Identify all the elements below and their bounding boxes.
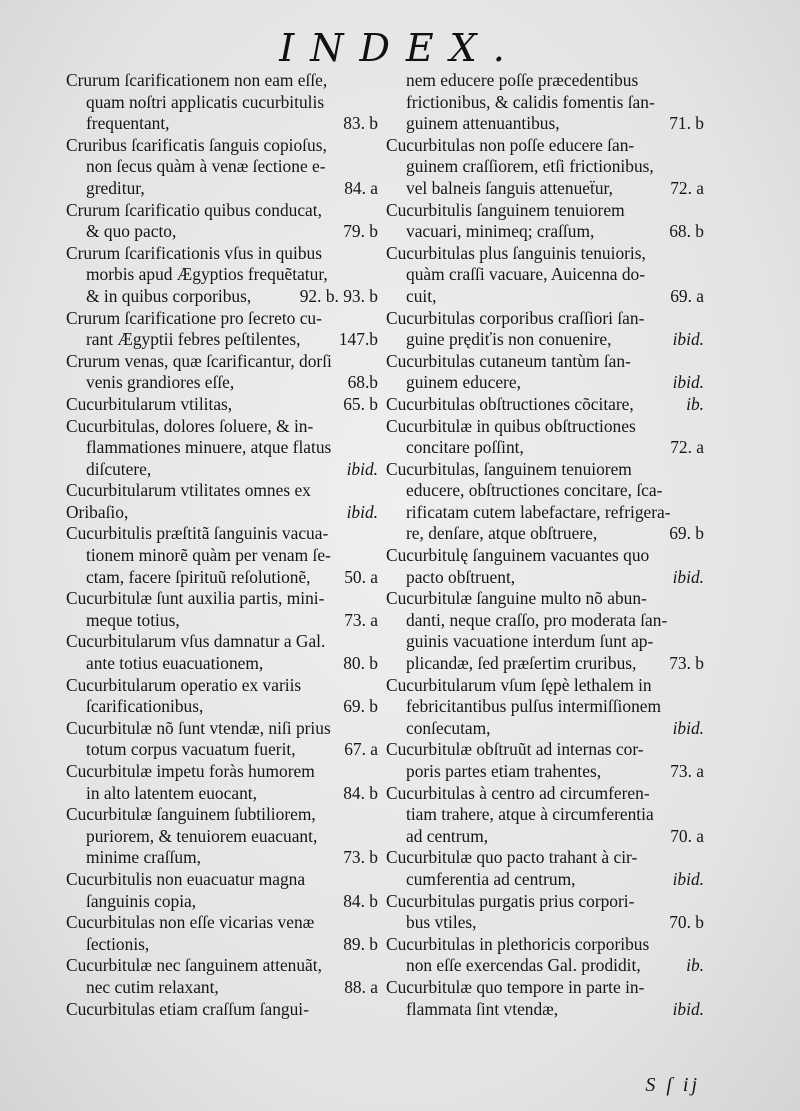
index-line bbox=[386, 135, 704, 157]
index-line bbox=[66, 545, 378, 567]
index-line bbox=[386, 739, 704, 761]
page-reference: 79. b bbox=[343, 221, 378, 242]
index-entry-text: Cucurbitulæ nõ ſunt vtendæ, niſi prius bbox=[66, 717, 331, 738]
page-reference: 83. b bbox=[343, 113, 378, 134]
index-line bbox=[386, 502, 704, 524]
page-reference: 84. b bbox=[343, 782, 378, 803]
index-entry-text: Cucurbitulas à centro ad circumferen- bbox=[386, 782, 650, 803]
page-reference: 68. b bbox=[669, 221, 704, 242]
index-entry-text: ctam, facere ſpirituũ reſolutionẽ, bbox=[86, 566, 311, 587]
index-line bbox=[66, 156, 378, 178]
index-line bbox=[66, 200, 378, 222]
index-line bbox=[386, 675, 704, 697]
index-entry-text: Cucurbitulas non eſſe vicarias venæ bbox=[66, 912, 315, 933]
index-entry-text: febricitantibus pulſus intermiſſionem bbox=[406, 696, 662, 717]
index-line bbox=[66, 610, 378, 632]
index-line bbox=[386, 955, 704, 977]
index-line bbox=[386, 610, 704, 632]
index-entry-text: Cucurbitulas, ſanguinem tenuiorem bbox=[386, 458, 632, 479]
index-entry-text: plicandæ, ſed præſertim cruribus, bbox=[406, 653, 637, 674]
index-entry-text: Cucurbitulis ſanguinem tenuiorem bbox=[386, 199, 625, 220]
index-line bbox=[386, 351, 704, 373]
index-entry-text: totum corpus vacuatum fuerit, bbox=[86, 739, 296, 760]
index-line bbox=[66, 696, 378, 718]
index-line bbox=[66, 761, 378, 783]
index-entry-text: puriorem, & tenuiorem euacuant, bbox=[86, 825, 318, 846]
index-line bbox=[66, 308, 378, 330]
index-entry-text: Cruribus ſcarificatis ſanguis copioſus, bbox=[66, 134, 327, 155]
index-entry-text: Cucurbitulis non euacuatur magna bbox=[66, 868, 306, 889]
index-line bbox=[386, 545, 704, 567]
index-entry-text: Crurum venas, quæ ſcarificantur, dorſi bbox=[66, 350, 332, 371]
index-line bbox=[386, 934, 704, 956]
index-line bbox=[386, 912, 704, 934]
index-line bbox=[386, 891, 704, 913]
index-line bbox=[66, 437, 378, 459]
index-entry-text: Cucurbitulas in plethoricis corporibus bbox=[386, 933, 650, 954]
index-entry-text: guinis vacuatione interdum ſunt ap- bbox=[406, 631, 654, 652]
right-column bbox=[386, 70, 704, 1020]
page-reference: ibid. bbox=[346, 458, 378, 479]
index-entry-text: Cucurbitulas corporibus craſſiori ſan- bbox=[386, 307, 645, 328]
index-line bbox=[386, 286, 704, 308]
index-entry-text: greditur, bbox=[86, 177, 145, 198]
index-entry-text: re, denſare, atque obſtruere, bbox=[406, 523, 598, 544]
index-line bbox=[66, 631, 378, 653]
page-reference: 73. b bbox=[669, 653, 704, 674]
page-reference: ibid. bbox=[672, 372, 704, 393]
index-entry-text: morbis apud Ægyptios frequẽtatur, bbox=[86, 264, 328, 285]
index-line bbox=[386, 869, 704, 891]
index-entry-text: rant Ægyptii febres peſtilentes, bbox=[86, 329, 301, 350]
index-line bbox=[66, 329, 378, 351]
page-reference: 65. b bbox=[343, 393, 378, 414]
page-reference: 70. a bbox=[670, 825, 704, 846]
index-entry-text: ad centrum, bbox=[406, 825, 489, 846]
index-line bbox=[66, 243, 378, 265]
index-entry-text: guinem craſſiorem, etſi frictionibus, bbox=[406, 156, 654, 177]
index-entry-text: nec cutim relaxant, bbox=[86, 976, 219, 997]
page-reference: 89. b bbox=[343, 933, 378, 954]
index-line bbox=[386, 437, 704, 459]
index-line bbox=[386, 243, 704, 265]
page-reference: ib. bbox=[686, 955, 704, 976]
index-line bbox=[66, 264, 378, 286]
index-entry-text: vacuari, minimeq; craſſum, bbox=[406, 221, 595, 242]
page-reference: 80. b bbox=[343, 653, 378, 674]
index-line bbox=[66, 92, 378, 114]
index-entry-text: poris partes etiam trahentes, bbox=[406, 761, 602, 781]
index-entry-text: Cucurbitulæ ſanguinem ſubtiliorem, bbox=[66, 804, 316, 825]
index-line bbox=[386, 761, 704, 783]
page-reference: ibid. bbox=[672, 717, 704, 738]
index-line bbox=[66, 372, 378, 394]
index-line bbox=[66, 588, 378, 610]
page-reference: ibid. bbox=[672, 868, 704, 889]
index-line bbox=[386, 783, 704, 805]
index-line bbox=[66, 567, 378, 589]
page-reference: 73. a bbox=[670, 761, 704, 781]
index-entry-text: Cucurbitulas obſtructiones cõcitare, bbox=[386, 393, 634, 414]
index-line bbox=[386, 804, 704, 826]
index-line bbox=[386, 221, 704, 243]
index-line bbox=[386, 308, 704, 330]
index-entry-text: Crurum ſcarificatio quibus conducat, bbox=[66, 199, 322, 220]
index-entry-text: rificatam cutem labefactare, refrigera- bbox=[406, 501, 671, 522]
index-line bbox=[386, 718, 704, 740]
index-entry-text: flammationes minuere, atque flatus bbox=[86, 437, 332, 458]
page-reference: ibid. bbox=[672, 329, 704, 350]
index-line bbox=[386, 480, 704, 502]
index-line bbox=[66, 480, 378, 502]
page-reference: 92. b. 93. b bbox=[299, 285, 378, 306]
index-entry-text: ſcarificationibus, bbox=[86, 696, 204, 717]
index-line bbox=[66, 804, 378, 826]
left-column bbox=[66, 70, 378, 1020]
page-reference: 72. a bbox=[670, 437, 704, 458]
index-line bbox=[386, 847, 704, 869]
index-line bbox=[386, 329, 704, 351]
index-entry-text: bus vtiles, bbox=[406, 912, 477, 933]
index-line bbox=[66, 113, 378, 135]
page-reference: 88. a bbox=[344, 976, 378, 997]
index-entry-text: quam noſtri applicatis cucurbitulis bbox=[86, 91, 325, 112]
index-line bbox=[386, 523, 704, 545]
index-line bbox=[66, 783, 378, 805]
index-entry-text: Cucurbitulas, dolores ſoluere, & in- bbox=[66, 415, 314, 436]
index-entry-text: Cucurbitulæ ſanguine multo nõ abun- bbox=[386, 588, 647, 609]
page-title: INDEX. bbox=[279, 26, 521, 70]
page-reference: 73. b bbox=[343, 847, 378, 868]
page-reference: 70. b bbox=[669, 912, 704, 933]
page-reference: 72. a bbox=[670, 177, 704, 198]
index-line bbox=[66, 869, 378, 891]
index-entry-text: Cucurbitularum vtilitas, bbox=[66, 393, 233, 414]
index-entry-text: ſanguinis copia, bbox=[86, 890, 197, 911]
index-entry-text: frequentant, bbox=[86, 113, 170, 134]
index-line bbox=[386, 70, 704, 92]
index-line bbox=[386, 459, 704, 481]
index-entry-text: Cucurbitulas plus ſanguinis tenuioris, bbox=[386, 242, 646, 263]
index-entry-text: Crurum ſcarificationem non eam eſſe, bbox=[66, 70, 328, 90]
index-line bbox=[66, 135, 378, 157]
index-entry-text: conſecutam, bbox=[406, 717, 491, 738]
index-line bbox=[66, 523, 378, 545]
index-entry-text: guine prędiťis non conuenire, bbox=[406, 329, 612, 350]
index-line bbox=[66, 891, 378, 913]
index-line bbox=[386, 696, 704, 718]
index-line bbox=[66, 286, 378, 308]
index-line bbox=[66, 718, 378, 740]
index-entry-text: in alto latentem euocant, bbox=[86, 782, 257, 803]
index-entry-text: Cucurbitulas cutaneum tantùm ſan- bbox=[386, 350, 631, 371]
index-line bbox=[66, 394, 378, 416]
index-entry-text: & quo pacto, bbox=[86, 221, 177, 242]
index-entry-text: minime craſſum, bbox=[86, 847, 201, 868]
index-line bbox=[66, 977, 378, 999]
index-entry-text: ante totius euacuationem, bbox=[86, 653, 264, 674]
index-entry-text: meque totius, bbox=[86, 609, 180, 630]
index-entry-text: cuit, bbox=[406, 285, 437, 306]
index-line bbox=[66, 955, 378, 977]
index-entry-text: Oribaſio, bbox=[66, 501, 129, 522]
index-line bbox=[66, 653, 378, 675]
index-entry-text: tiam trahere, atque à circumferentia bbox=[406, 804, 654, 825]
signature-mark: S ſ ij bbox=[645, 1074, 700, 1096]
index-entry-text: tionem minorẽ quàm per venam ſe- bbox=[86, 545, 331, 566]
index-entry-text: Cucurbitularum vſum ſępè lethalem in bbox=[386, 674, 652, 695]
index-line bbox=[386, 394, 704, 416]
index-entry-text: quàm craſſi vacuare, Auicenna do- bbox=[406, 264, 646, 285]
index-line bbox=[66, 70, 378, 92]
index-line bbox=[386, 567, 704, 589]
page-reference: 69. a bbox=[670, 285, 704, 306]
index-entry-text: cumferentia ad centrum, bbox=[406, 868, 576, 889]
index-entry-text: guinem educere, bbox=[406, 372, 521, 393]
index-entry-text: Crurum ſcarificationis vſus in quibus bbox=[66, 242, 322, 263]
index-line bbox=[66, 178, 378, 200]
index-line bbox=[66, 351, 378, 373]
index-line bbox=[66, 999, 378, 1021]
index-entry-text: Crurum ſcarificatione pro ſecreto cu- bbox=[66, 307, 322, 328]
index-line bbox=[386, 826, 704, 848]
index-entry-text: ſectionis, bbox=[86, 933, 150, 954]
index-entry-text: pacto obſtruent, bbox=[406, 566, 516, 587]
index-entry-text: Cucurbitulæ ſunt auxilia partis, mini- bbox=[66, 588, 325, 609]
index-entry-text: venis grandiores eſſe, bbox=[86, 372, 235, 393]
index-entry-text: concitare poſſint, bbox=[406, 437, 524, 458]
page-reference: 84. a bbox=[344, 177, 378, 198]
page-reference: 147.b bbox=[338, 329, 378, 350]
index-entry-text: Cucurbitularum vtilitates omnes ex bbox=[66, 480, 311, 501]
page-reference: ibid. bbox=[672, 998, 704, 1019]
index-entry-text: Cucurbitularum operatio ex variis bbox=[66, 674, 302, 695]
index-line bbox=[386, 977, 704, 999]
page-reference: 69. b bbox=[669, 523, 704, 544]
index-line bbox=[386, 588, 704, 610]
index-entry-text: & in quibus corporibus, bbox=[86, 285, 252, 306]
index-entry-text: flammata ſint vtendæ, bbox=[406, 998, 559, 1019]
index-line bbox=[66, 826, 378, 848]
page-reference: ibid. bbox=[672, 566, 704, 587]
index-entry-text: nem educere poſſe præcedentibus bbox=[406, 70, 639, 90]
index-line bbox=[386, 156, 704, 178]
index-entry-text: Cucurbitulæ nec ſanguinem attenuãt, bbox=[66, 955, 322, 976]
index-entry-text: Cucurbitulas etiam craſſum ſangui- bbox=[66, 998, 309, 1019]
index-line bbox=[66, 416, 378, 438]
index-line bbox=[386, 653, 704, 675]
page-reference: ibid. bbox=[346, 501, 378, 522]
index-line bbox=[66, 739, 378, 761]
index-entry-text: Cucurbitularum vſus damnatur a Gal. bbox=[66, 631, 326, 652]
index-line bbox=[66, 502, 378, 524]
index-entry-text: Cucurbitulę ſanguinem vacuantes quo bbox=[386, 545, 650, 566]
index-entry-text: diſcutere, bbox=[86, 458, 152, 479]
index-entry-text: educere, obſtructiones concitare, ſca- bbox=[406, 480, 663, 501]
page-reference: 84. b bbox=[343, 890, 378, 911]
index-line bbox=[386, 178, 704, 200]
index-line bbox=[386, 113, 704, 135]
index-line bbox=[66, 847, 378, 869]
index-line bbox=[386, 416, 704, 438]
index-entry-text: frictionibus, & calidis fomentis ſan- bbox=[406, 91, 655, 112]
index-line bbox=[66, 459, 378, 481]
index-line bbox=[386, 999, 704, 1021]
index-line bbox=[386, 631, 704, 653]
page-reference: 50. a bbox=[344, 566, 378, 587]
index-line bbox=[386, 92, 704, 114]
index-entry-text: Cucurbitulæ quo tempore in parte in- bbox=[386, 976, 645, 997]
index-line bbox=[66, 675, 378, 697]
page-reference: 68.b bbox=[347, 372, 378, 393]
index-line bbox=[386, 200, 704, 222]
index-entry-text: Cucurbitulæ in quibus obſtructiones bbox=[386, 415, 636, 436]
index-entry-text: danti, neque craſſo, pro moderata ſan- bbox=[406, 609, 668, 630]
index-entry-text: vel balneis ſanguis attenueẗur, bbox=[406, 177, 613, 198]
index-line bbox=[386, 372, 704, 394]
page-reference: 73. a bbox=[344, 609, 378, 630]
page-reference: 67. a bbox=[344, 739, 378, 760]
index-entry-text: guinem attenuantibus, bbox=[406, 113, 560, 134]
index-entry-text: non ſecus quàm à venæ ſectione e- bbox=[86, 156, 326, 177]
page-reference: 69. b bbox=[343, 696, 378, 717]
index-line bbox=[66, 934, 378, 956]
index-line bbox=[66, 912, 378, 934]
index-entry-text: Cucurbitulas non poſſe educere ſan- bbox=[386, 134, 635, 155]
index-entry-text: Cucurbitulis præſtitã ſanguinis vacua- bbox=[66, 523, 329, 544]
index-line bbox=[66, 221, 378, 243]
index-entry-text: Cucurbitulas purgatis prius corpori- bbox=[386, 890, 635, 911]
page-reference: 71. b bbox=[669, 113, 704, 134]
index-entry-text: non eſſe exercendas Gal. prodidit, bbox=[406, 955, 641, 976]
page-reference: ib. bbox=[686, 393, 704, 414]
index-line bbox=[386, 264, 704, 286]
index-entry-text: Cucurbitulæ obſtruũt ad internas cor- bbox=[386, 739, 644, 760]
index-entry-text: Cucurbitulæ quo pacto trahant à cir- bbox=[386, 847, 638, 868]
index-entry-text: Cucurbitulæ impetu foràs humorem bbox=[66, 761, 315, 781]
